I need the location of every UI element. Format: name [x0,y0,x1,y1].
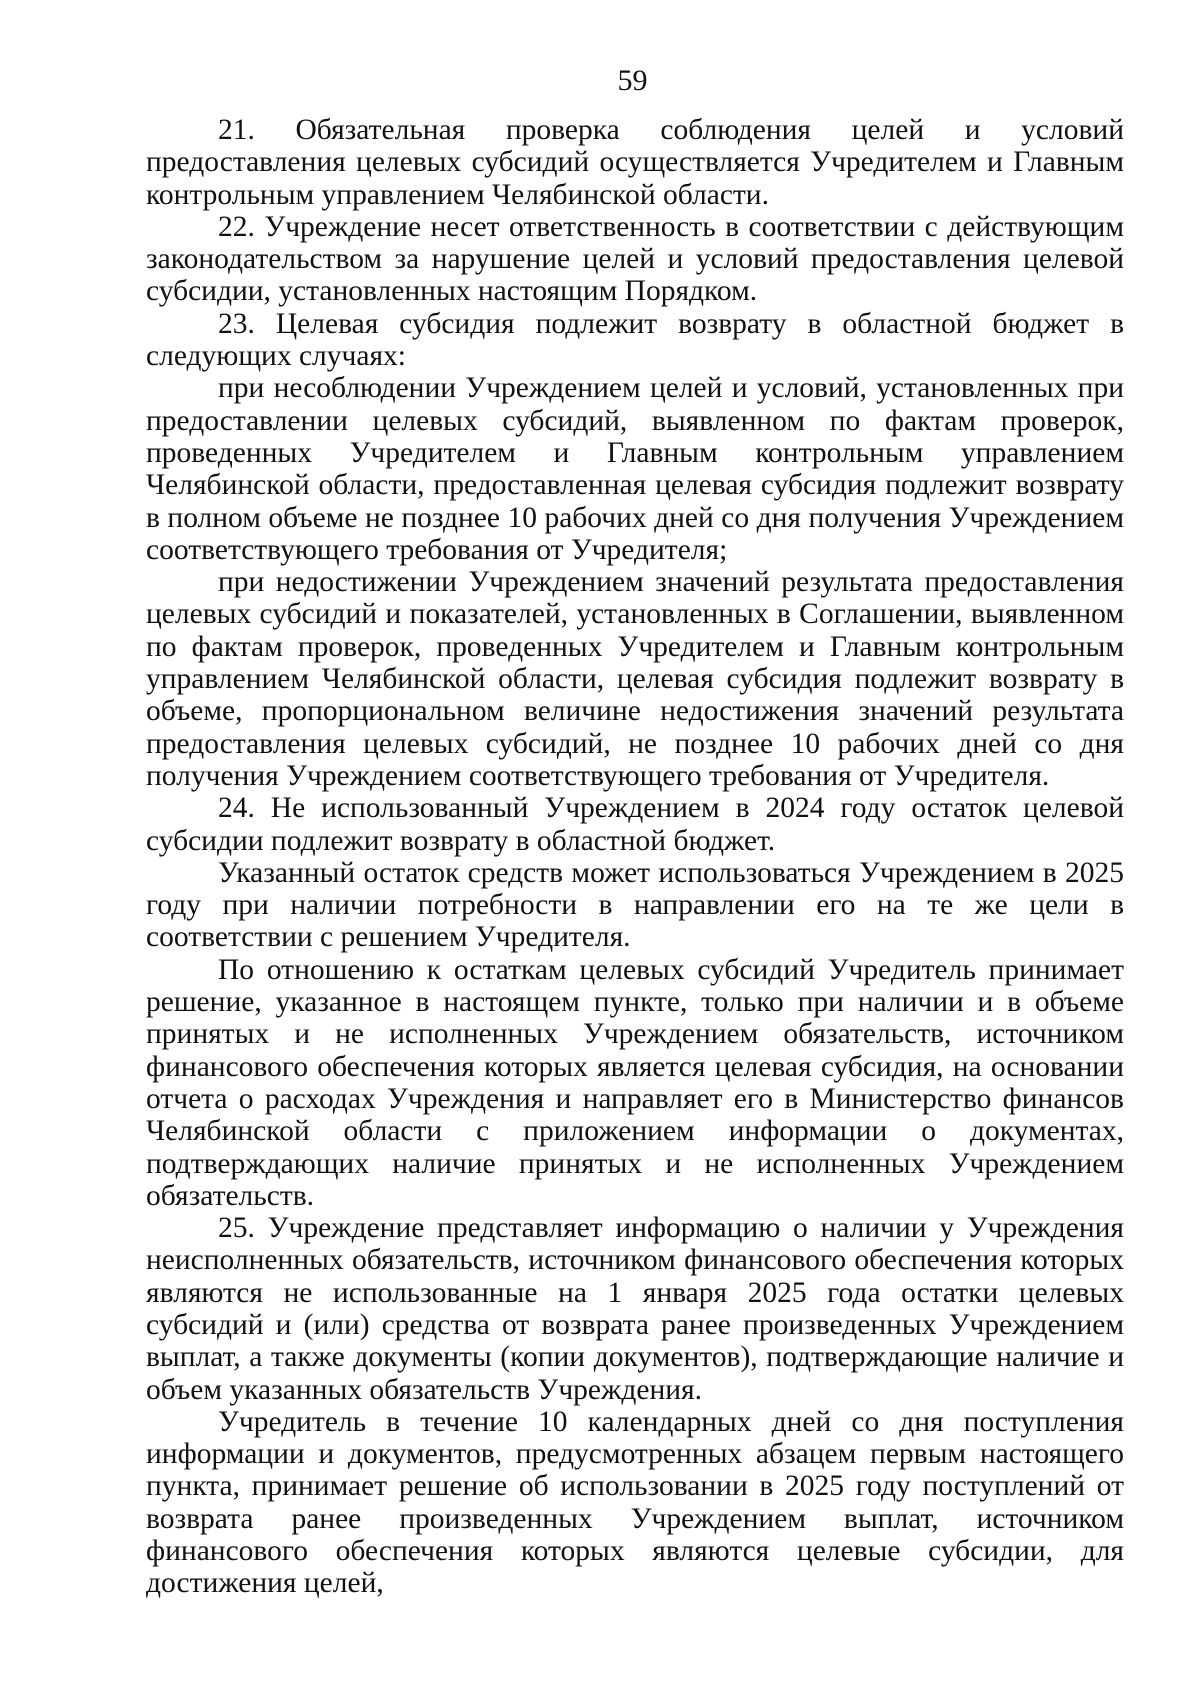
paragraph-24: 24. Не использованный Учреждением в 2024 году остаток целевой субсидии подлежит возврату в областной бюджет. [146,792,1124,857]
paragraph-25-founder-review: Учредитель в течение 10 календарных дней со дня поступления информации и документов, предусмотренных абзацем первым настоящего пункта, принимает решение об использовании в 2025 году поступлений от возврата ранее произведенных Учреждением выплат, источником финансового обеспечения которых являются целевые субсидии, для достижения целей, [146,1405,1124,1600]
paragraph-24-founder-decision: По отношению к остаткам целевых субсидий Учредитель принимает решение, указанное в настоящем пункте, только при наличии и в объеме принятых и не исполненных Учреждением обязательств, источником финансового обеспечения которых является целевая субсидия, на основании отчета о расходах Учреждения и направляет его в Министерство финансов Челябинской области с приложением информации о документах, подтверждающих наличие принятых и не исполненных Учреждением обязательств. [146,953,1124,1212]
paragraph-23: 23. Целевая субсидия подлежит возврату в областной бюджет в следующих случаях: [146,307,1124,373]
paragraph-23-case-2: при недостижении Учреждением значений результата предоставления целевых субсидий и показателей, установленных в Соглашении, выявленном по фактам проверок, проведенных Учредителем и Главным контрольным управлением Челябинской области, целевая субсидия подлежит возврату в объеме, пропорциональном величине недостижения значений результата предоставления целевых субсидий, не позднее 10 рабочих дней со дня получения Учреждением соответствующего требования от Учредителя. [146,566,1124,792]
page-number: 59 [617,64,648,97]
document-body [146,114,1124,1600]
paragraph-25: 25. Учреждение представляет информацию о наличии у Учреждения неисполненных обязательств, источником финансового обеспечения которых являются не использованные на 1 января 2025 года остатки целевых субсидий и (или) средства от возврата ранее произведенных Учреждением выплат, а также документы (копии документов), подтверждающие наличие и объем указанных обязательств Учреждения. [146,1212,1124,1406]
paragraph-21: 21. Обязательная проверка соблюдения целей и условий предоставления целевых субсидий осуществляется Учредителем и Главным контрольным управлением Челябинской области. [146,114,1124,211]
paragraph-22: 22. Учреждение несет ответственность в соответствии с действующим законодательством за нарушение целей и условий предоставления целевой субсидии, установленных настоящим Порядком. [146,210,1124,308]
paragraph-24-remainder-use: Указанный остаток средств может использоваться Учреждением в 2025 году при наличии потребности в направлении его на те же цели в соответствии с решением Учредителя. [146,856,1124,954]
paragraph-23-case-1: при несоблюдении Учреждением целей и условий, установленных при предоставлении целевых субсидий, выявленном по фактам проверок, проведенных Учредителем и Главным контрольным управлением Челябинской области, предоставленная целевая субсидия подлежит возврату в полном объеме не позднее 10 рабочих дней со дня получения Учреждением соответствующего требования от Учредителя; [146,372,1124,566]
